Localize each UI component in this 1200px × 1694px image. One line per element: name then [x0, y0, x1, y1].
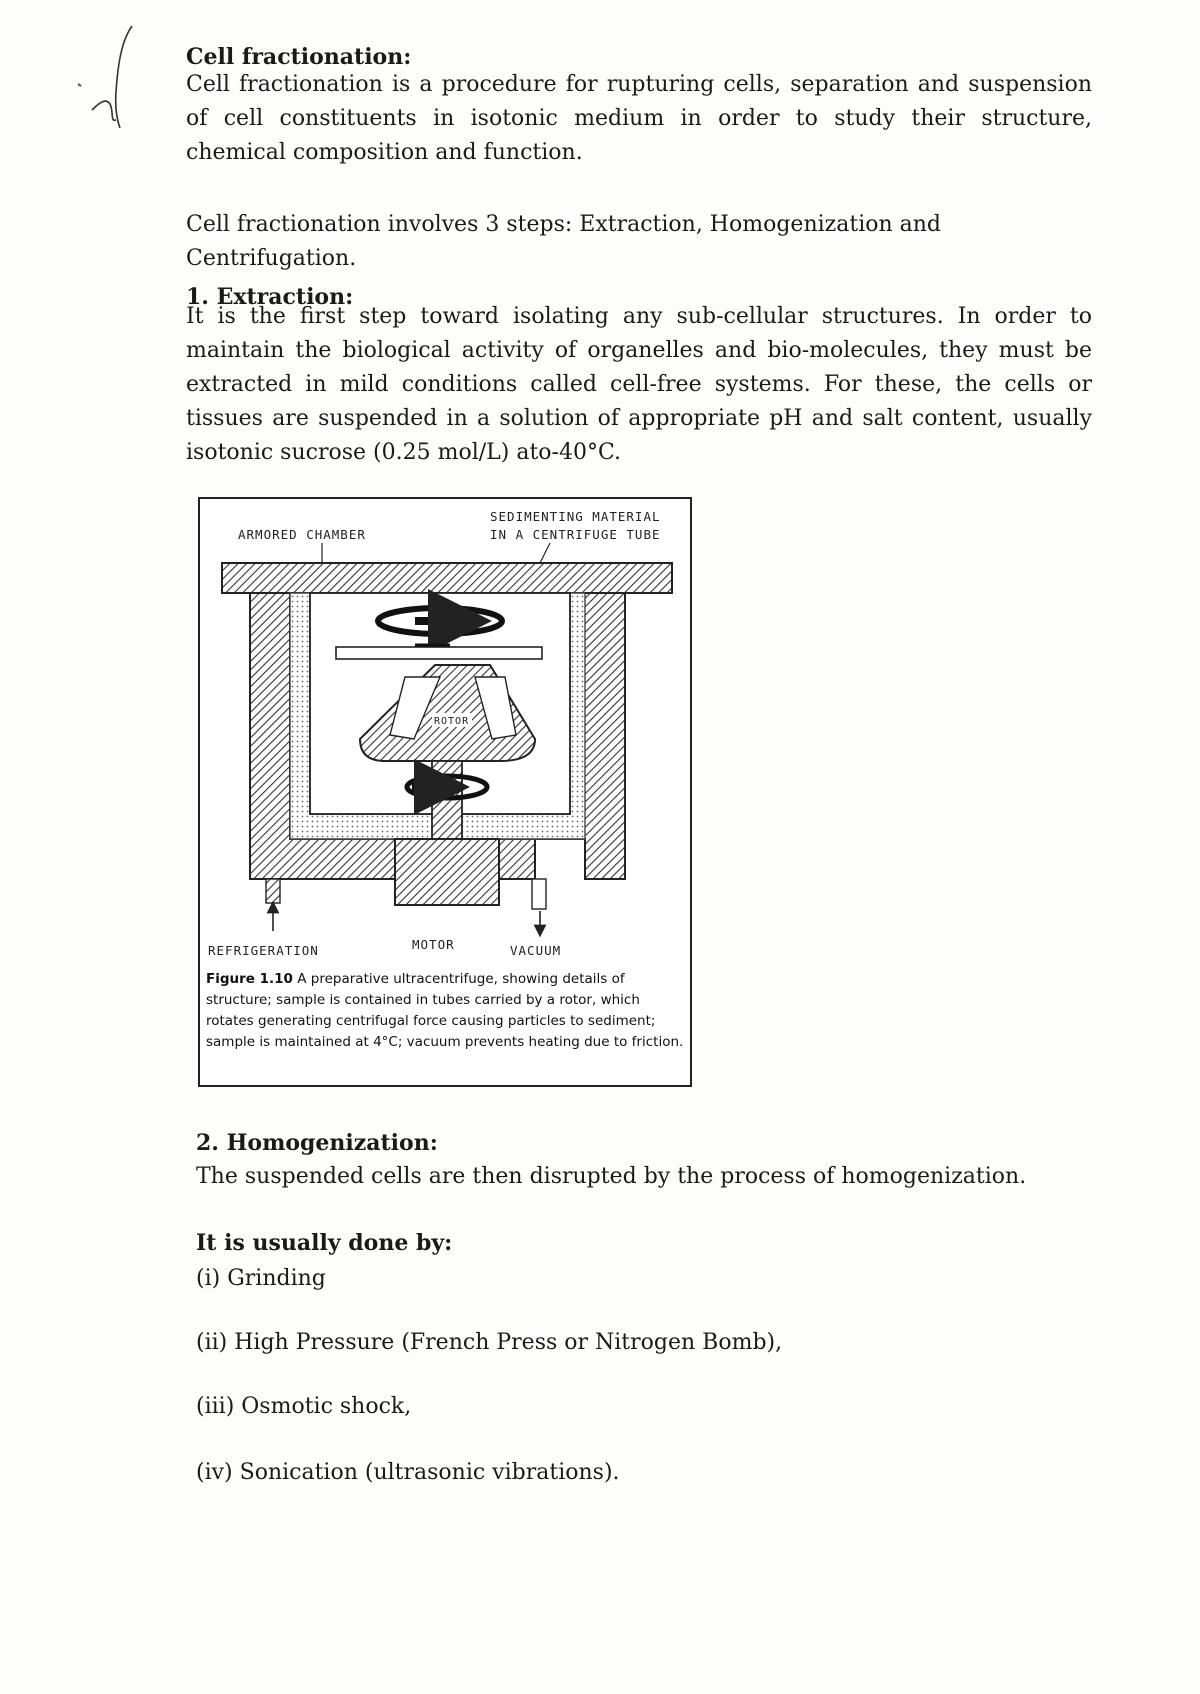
label-sedimenting-line2: IN A CENTRIFUGE TUBE — [490, 527, 661, 542]
label-armored-chamber: ARMORED CHAMBER — [238, 527, 366, 542]
homogenization-paragraph: The suspended cells are then disrupted by the process of homogenization. — [196, 1164, 1027, 1189]
caption-number: Figure 1.10 — [206, 971, 293, 987]
ultracentrifuge-diagram — [200, 499, 690, 969]
extraction-paragraph: It is the first step toward isolating any sub-cellular structures. In order to maintain the biological activity of organelles and bio-molecules, they must be extracted in mild conditions called cell-free systems. For these, the cells or tissues are suspended in a solution of appropriate pH and salt content, usually isotonic sucrose (0.25 mol/L) ato-40°C. — [186, 304, 1092, 465]
method-item: (iv) Sonication (ultrasonic vibrations). — [196, 1460, 620, 1485]
label-refrigeration: REFRIGERATION — [208, 943, 319, 958]
motor-shape — [395, 839, 499, 905]
handwritten-mark — [70, 22, 150, 132]
extraction-heading: 1. Extraction: — [186, 284, 354, 310]
figure-caption — [206, 969, 684, 1053]
homogenization-heading: 2. Homogenization: — [196, 1130, 438, 1156]
label-rotor: ROTOR — [434, 716, 470, 727]
label-sedimenting-line1: SEDIMENTING MATERIAL — [490, 509, 661, 524]
steps-line: Cell fractionation involves 3 steps: Extraction, Homogenization and Centrifugation. — [186, 212, 942, 271]
lid-shape — [222, 563, 672, 593]
section-title: Cell fractionation: — [186, 44, 412, 70]
ultracentrifuge-figure — [198, 497, 692, 1087]
label-vacuum: VACUUM — [510, 943, 562, 958]
method-item: (i) Grinding — [196, 1266, 326, 1291]
method-item: (iii) Osmotic shock, — [196, 1394, 412, 1419]
label-motor: MOTOR — [412, 937, 455, 952]
intro-paragraph: Cell fractionation is a procedure for rupturing cells, separation and suspension of cell constituents in isotonic medium in order to study their structure, chemical composition and function. — [186, 72, 1092, 165]
caption-text: A preparative ultracentrifuge, showing details of structure; sample is contained in tubes carried by a rotor, which rotates generating centrifugal force causing particles to sediment; sample is maintained at 4°C; vacuum prevents heating due to friction. — [206, 971, 684, 1050]
methods-heading: It is usually done by: — [196, 1230, 453, 1256]
method-item: (ii) High Pressure (French Press or Nitrogen Bomb), — [196, 1330, 783, 1355]
